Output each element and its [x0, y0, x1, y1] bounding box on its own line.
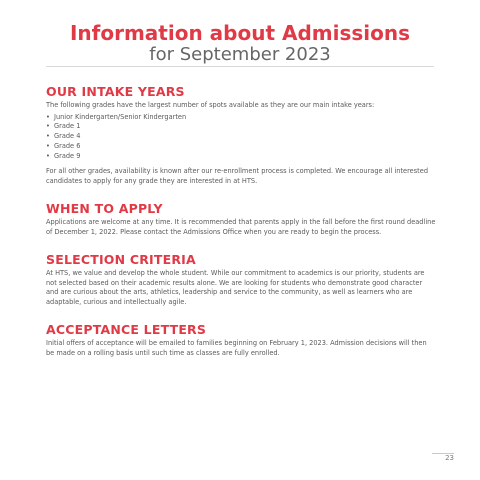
- page-subtitle: for September 2023: [149, 44, 331, 65]
- section-heading: ACCEPTANCE LETTERS: [46, 322, 207, 338]
- title-block: [0, 22, 480, 65]
- list-item: • Junior Kindergarten/Senior Kindergarten: [46, 113, 436, 123]
- section-heading: SELECTION CRITERIA: [46, 252, 196, 268]
- section-heading: OUR INTAKE YEARS: [46, 84, 185, 99]
- section-selection-criteria: [46, 252, 436, 307]
- section-note: For all other grades, availability is known after our re-enrollment process is completed. We encourage all interested candidates to apply for any grade they are interested in at HTS.: [46, 167, 429, 185]
- title-divider: [46, 66, 434, 67]
- list-item: • Grade 9: [46, 152, 436, 162]
- section-acceptance-letters: [46, 322, 436, 358]
- section-heading: WHEN TO APPLY: [46, 201, 163, 217]
- section-body: At HTS, we value and develop the whole student. While our commitment to academics is our priority, students are not selected based on their academic results alone. We are looking for students who demonstrate good character and are curious about the arts, athletics, leadership and service to the community, as well as learners who are adaptable, curious and intellectually agile.: [46, 269, 425, 306]
- list-item: • Grade 6: [46, 142, 436, 152]
- page-number: 23: [445, 454, 454, 462]
- section-body: Applications are welcome at any time. It is recommended that parents apply in the fall before the first round deadline of December 1, 2022. Please contact the Admissions Office when you are ready to begin the process.: [46, 218, 436, 236]
- section-intake-years: [46, 84, 436, 186]
- page-title: Information about Admissions: [69, 21, 411, 45]
- list-item: • Grade 4: [46, 132, 436, 142]
- content: [46, 84, 436, 358]
- list-item: • Grade 1: [46, 122, 436, 132]
- grade-list: [46, 113, 436, 162]
- section-intro: The following grades have the largest number of spots available as they are our main intake years:: [46, 101, 375, 109]
- section-body: Initial offers of acceptance will be emailed to families beginning on February 1, 2023. Admission decisions will then be made on a rolling basis until such time as classes are fully enrolled.: [46, 339, 427, 357]
- section-when-to-apply: [46, 201, 436, 237]
